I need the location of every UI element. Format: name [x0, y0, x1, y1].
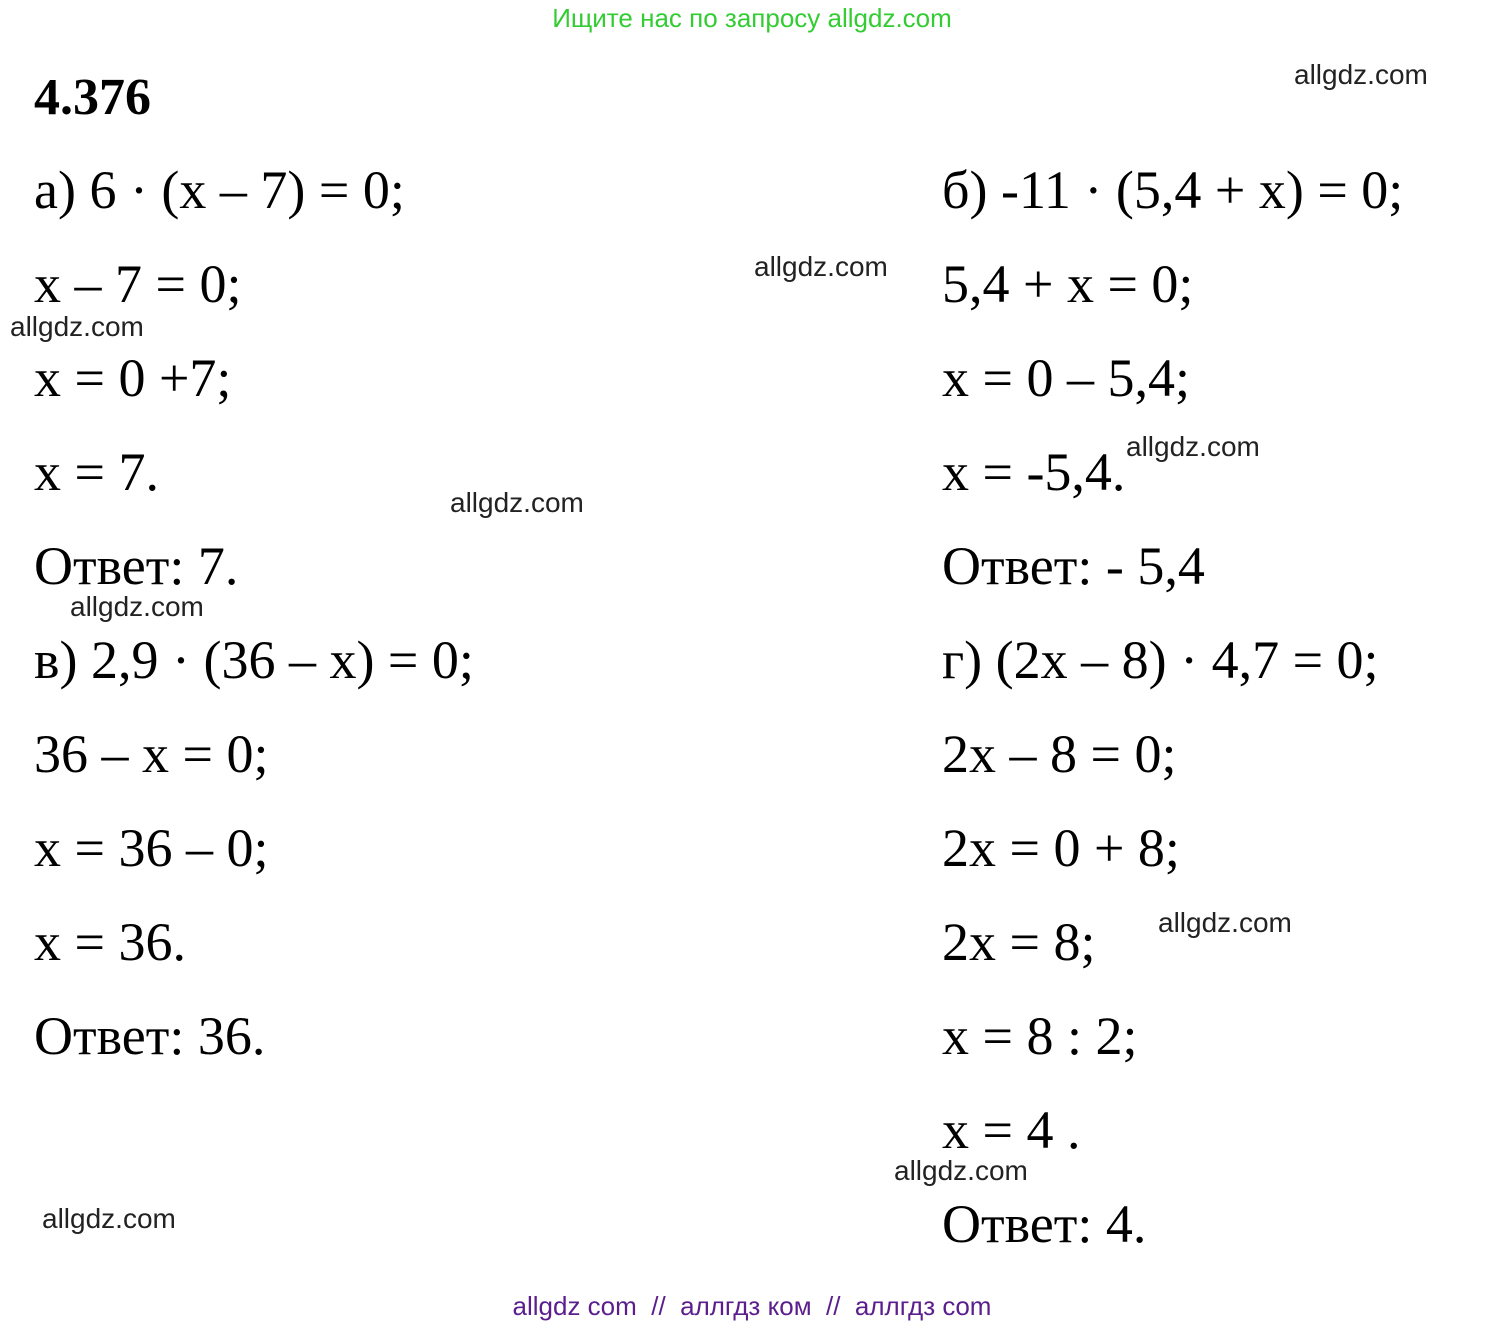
watermark: allgdz.com [450, 487, 584, 518]
footer-links: allgdz com // аллгдз ком // аллгдз com [512, 1291, 992, 1321]
part-v-line-1: в) 2,9 · (36 – x) = 0; [34, 630, 474, 690]
watermark: allgdz.com [70, 591, 204, 622]
part-g-line-3: 2x = 0 + 8; [942, 818, 1180, 878]
part-g-line-4: 2x = 8; [942, 912, 1096, 972]
watermark: allgdz.com [1294, 59, 1428, 90]
part-a-line-2: x – 7 = 0; [34, 254, 242, 314]
part-a-answer: Ответ: 7. [34, 536, 239, 596]
task-number: 4.376 [34, 69, 151, 126]
header-banner: Ищите нас по запросу allgdz.com [552, 3, 952, 33]
watermark: allgdz.com [1158, 907, 1292, 938]
part-b-line-4: x = -5,4. [942, 442, 1126, 502]
part-v-answer: Ответ: 36. [34, 1006, 266, 1066]
part-v-line-4: x = 36. [34, 912, 186, 972]
part-b-line-2: 5,4 + x = 0; [942, 254, 1194, 314]
part-g-line-1: г) (2x – 8) · 4,7 = 0; [942, 630, 1379, 690]
part-b-answer: Ответ: - 5,4 [942, 536, 1205, 596]
watermark: allgdz.com [10, 311, 144, 342]
watermark: allgdz.com [894, 1155, 1028, 1186]
part-g-line-6: x = 4 . [942, 1100, 1081, 1160]
part-b-line-1: б) -11 · (5,4 + x) = 0; [942, 160, 1404, 220]
part-v-line-3: x = 36 – 0; [34, 818, 269, 878]
watermark: allgdz.com [1126, 431, 1260, 462]
part-b-line-3: x = 0 – 5,4; [942, 348, 1190, 408]
part-g-line-5: x = 8 : 2; [942, 1006, 1138, 1066]
part-a-line-4: x = 7. [34, 442, 159, 502]
part-g-line-2: 2x – 8 = 0; [942, 724, 1177, 784]
part-a-line-3: x = 0 +7; [34, 348, 232, 408]
part-v-line-2: 36 – x = 0; [34, 724, 269, 784]
watermark: allgdz.com [42, 1203, 176, 1234]
watermark: allgdz.com [754, 251, 888, 282]
part-g-answer: Ответ: 4. [942, 1194, 1147, 1254]
part-a-line-1: а) 6 · (x – 7) = 0; [34, 160, 405, 220]
